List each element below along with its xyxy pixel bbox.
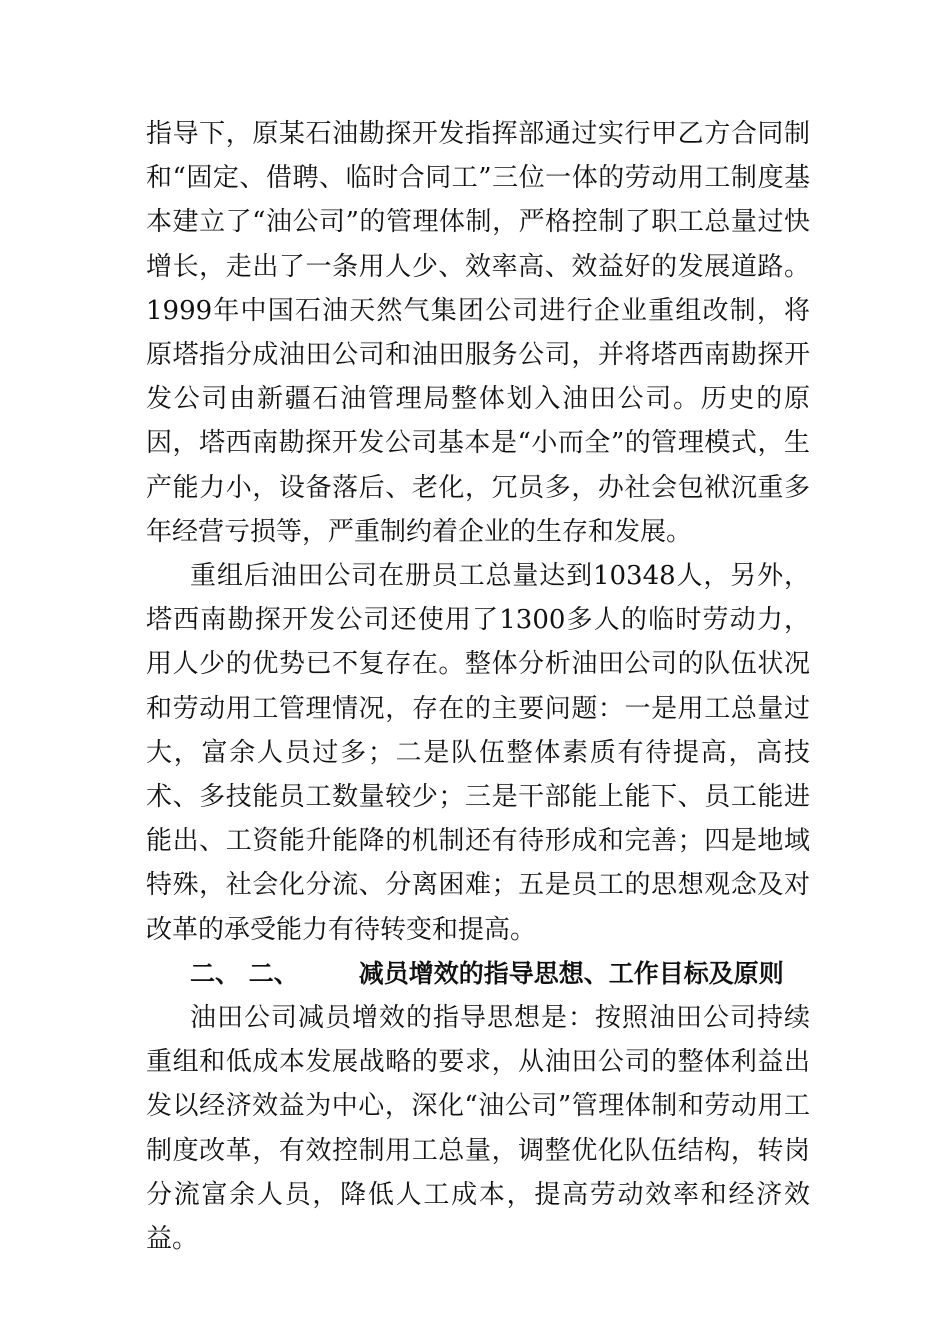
paragraph-problems: 重组后油田公司在册员工总量达到10348人，另外，塔西南勘探开发公司还使用了1300多人的临时劳动力，用人少的优势已不复存在。整体分析油田公司的队伍状况和劳动用工管理情况，存在的主要问题：一是用工总量过大，富余人员过多；二是队伍整体素质有待提高，高技术、多技能员工数量较少；三是干部能上能下、员工能进能出、工资能升能降的机制还有待形成和完善；四是地域特殊，社会化分流、分离困难；五是员工的思想观念及对改革的承受能力有待转变和提高。 bbox=[146, 561, 810, 945]
section-heading-title: 减员增效的指导思想、工作目标及原则 bbox=[358, 958, 784, 988]
section-heading bbox=[146, 952, 810, 996]
paragraph-guiding-ideology: 油田公司减员增效的指导思想是：按照油田公司持续重组和低成本发展战略的要求，从油田公司的整体利益出发以经济效益为中心，深化“油公司”管理体制和劳动用工制度改革，有效控制用工总量，调整优化队伍结构，转岗分流富余人员，降低人工成本，提高劳动效率和经济效益。 bbox=[146, 1003, 810, 1255]
paragraph-continuation: 指导下，原某石油勘探开发指挥部通过实行甲乙方合同制和“固定、借聘、临时合同工”三位一体的劳动用工制度基本建立了“油公司”的管理体制，严格控制了职工总量过快增长，走出了一条用人少、效率高、效益好的发展道路。1999年中国石油天然气集团公司进行企业重组改制，将原塔指分成油田公司和油田服务公司，并将塔西南勘探开发公司由新疆石油管理局整体划入油田公司。历史的原因，塔西南勘探开发公司基本是“小而全”的管理模式，生产能力小，设备落后、老化，冗员多，办社会包袱沉重多年经营亏损等，严重制约着企业的生存和发展。 bbox=[146, 119, 810, 547]
section-heading-number: 二、 二、 bbox=[190, 958, 299, 988]
document-body bbox=[146, 112, 810, 1261]
